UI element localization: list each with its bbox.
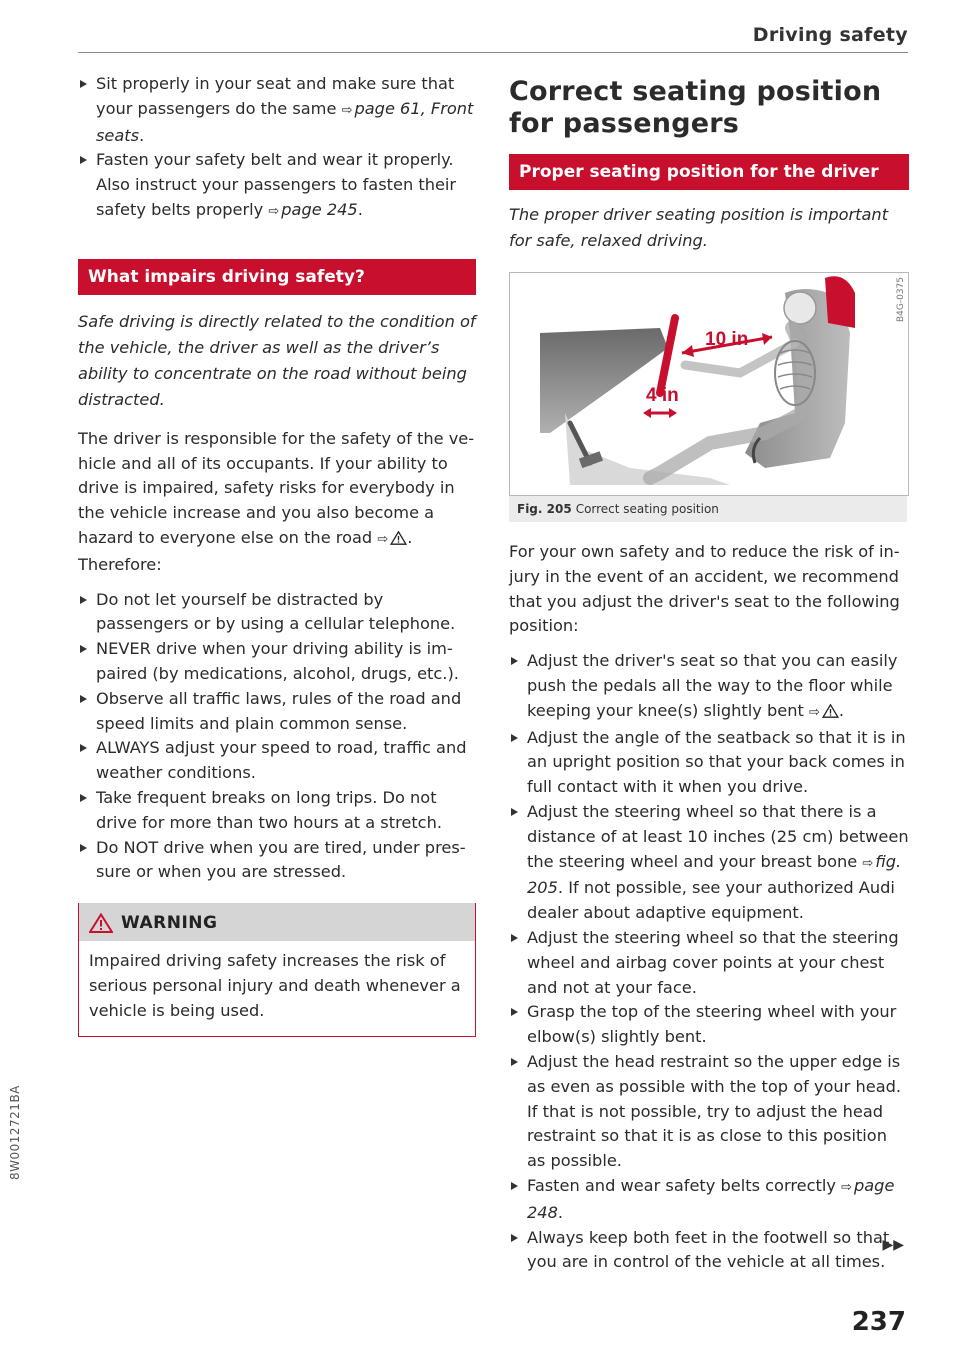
list-item [509, 649, 909, 725]
seat-adjustment-bullet-list [509, 649, 909, 1275]
steering-wheel-shape [660, 318, 675, 393]
list-item [509, 1000, 909, 1050]
list-item [78, 72, 476, 148]
impairment-bullet-list [78, 588, 476, 886]
bullet-text-end: . [357, 199, 363, 219]
list-item: Take frequent breaks on long trips. Do not drive for more than two hours at a stretch. [78, 786, 476, 836]
ref-arrow-icon: ⇨ [841, 1179, 852, 1195]
top-bullet-list [78, 72, 476, 225]
bullet-text: Sit properly in your seat and make sure that your passengers do the same [96, 74, 455, 118]
head-restraint-shape [825, 276, 855, 328]
section-intro: The proper driver seating position is important for safe, relaxed driving. [509, 205, 889, 250]
figure-caption-text: Correct seating position [575, 502, 719, 516]
warning-triangle-icon[interactable] [822, 704, 839, 718]
warning-body [79, 941, 475, 1035]
bullet-text: Adjust the steering wheel so that there is a distance of at least 10 inches (25 cm) between the steering wheel and your breast bone [527, 801, 909, 871]
page-number: 237 [851, 1307, 906, 1337]
paragraph-text-end: . Therefore: [78, 527, 413, 574]
list-item: Observe all traffic laws, rules of the road and speed limits and plain common sense. [78, 687, 476, 737]
list-item [509, 800, 909, 926]
warning-header [79, 903, 475, 941]
header-rule [78, 52, 908, 53]
body-paragraph [78, 427, 476, 578]
bullet-text: Adjust the steering wheel so that the steering wheel and airbag cover points at your chest and not at your face. [527, 927, 899, 997]
bullet-text: Fasten and wear safety belts correctly [527, 1175, 842, 1195]
figure-caption-label: Fig. 205 [517, 502, 572, 516]
warning-text: Impaired driving safety increases the risk of serious personal injury and death whenever a vehicle is being used. [89, 951, 461, 1020]
ref-arrow-icon: ⇨ [862, 855, 874, 871]
list-item [509, 726, 909, 800]
right-column [509, 76, 909, 1275]
continue-arrow-icon: ▶▶ [882, 1237, 904, 1253]
bullet-text: Adjust the head restraint so the upper edge is as even as possible with the top of your head. If that is not possible, try to adjust the head restraint so that it is as close to this position as possible. [527, 1051, 902, 1171]
warning-box [78, 903, 476, 1036]
bullet-text: Fasten your safety belt and wear it properly. Also instruct your passengers to fasten their safety belts properly [96, 150, 457, 219]
bullet-text: Grasp the top of the steering wheel with your elbow(s) slightly bent. [527, 1002, 897, 1047]
warning-label: WARNING [121, 913, 218, 934]
list-item: Do NOT drive when you are tired, under pressure or when you are stressed. [78, 836, 476, 886]
label-4in: 4 in [646, 385, 679, 406]
list-item [509, 926, 909, 1000]
page-reference-link[interactable]: page 61, Front seats [96, 98, 474, 145]
list-item: Do not let yourself be distracted by passengers or by using a cellular telephone. [78, 588, 476, 638]
bullet-text-end: . [838, 700, 845, 720]
bullet-text-end: . If not possible, see your authorized Audi dealer about adaptive equipment. [527, 878, 895, 923]
section-intro: Safe driving is directly related to the condition of the vehicle, the driver as well as the driver’s ability to concentrate on the road without being distracted. [78, 311, 476, 409]
warning-triangle-icon[interactable] [390, 531, 407, 545]
ref-arrow-icon: ⇨ [268, 203, 280, 219]
body-paragraph: For your own safety and to reduce the risk of injury in the event of an accident, we recommend that you adjust the driver's seat to the following position: [509, 542, 900, 636]
figure-caption [509, 496, 907, 522]
ref-arrow-icon: ⇨ [377, 531, 389, 547]
page-section-title: Correct seating position for passengers [509, 76, 882, 139]
paragraph-text: The driver is responsible for the safety of the vehicle and all of its occupants. If your ability to drive is impaired, safety risks for everybody in the vehicle increase and you also become a hazard to everyone else on the road [78, 428, 475, 547]
bullet-text-end: . [557, 1202, 564, 1222]
ref-arrow-icon: ⇨ [809, 704, 820, 720]
page-header-title: Driving safety [752, 24, 908, 46]
figure-code: B4G-0375 [896, 277, 906, 323]
bullet-text: Adjust the driver's seat so that you can easily push the pedals all the way to the floor while keeping your knee(s) slightly bent [527, 651, 898, 720]
section-heading-impairs: What impairs driving safety? [78, 259, 476, 295]
side-document-code: 8W0012721BA [8, 1085, 22, 1180]
ref-arrow-icon: ⇨ [341, 102, 353, 118]
page-reference-link[interactable]: page 248 [527, 1175, 895, 1222]
warning-triangle-icon [89, 913, 113, 933]
figure-reference-link[interactable]: fig. 205 [527, 851, 902, 898]
bullet-text: Always keep both feet in the footwell so that you are in control of the vehicle at all times. [527, 1227, 890, 1272]
seating-illustration [510, 273, 908, 495]
list-item [78, 148, 476, 224]
figure-seating-position [509, 272, 909, 496]
dashboard-shape [540, 328, 668, 433]
bullet-text: Adjust the angle of the seatback so that it is in an upright position so that your back comes in full contact with it when you drive. [527, 727, 906, 797]
list-item [509, 1050, 909, 1174]
bullet-text-end: . [139, 125, 145, 145]
list-item: NEVER drive when your driving ability is impaired (by medications, alcohol, drugs, etc.). [78, 637, 476, 687]
list-item: ALWAYS adjust your speed to road, traffic and weather conditions. [78, 736, 476, 786]
list-item [509, 1226, 909, 1276]
label-10in: 10 in [705, 329, 749, 350]
section-heading-driver-seat: Proper seating position for the driver [509, 154, 909, 190]
list-item [509, 1174, 909, 1226]
page-reference-link[interactable]: page 245 [281, 199, 358, 219]
left-column [78, 72, 476, 1037]
